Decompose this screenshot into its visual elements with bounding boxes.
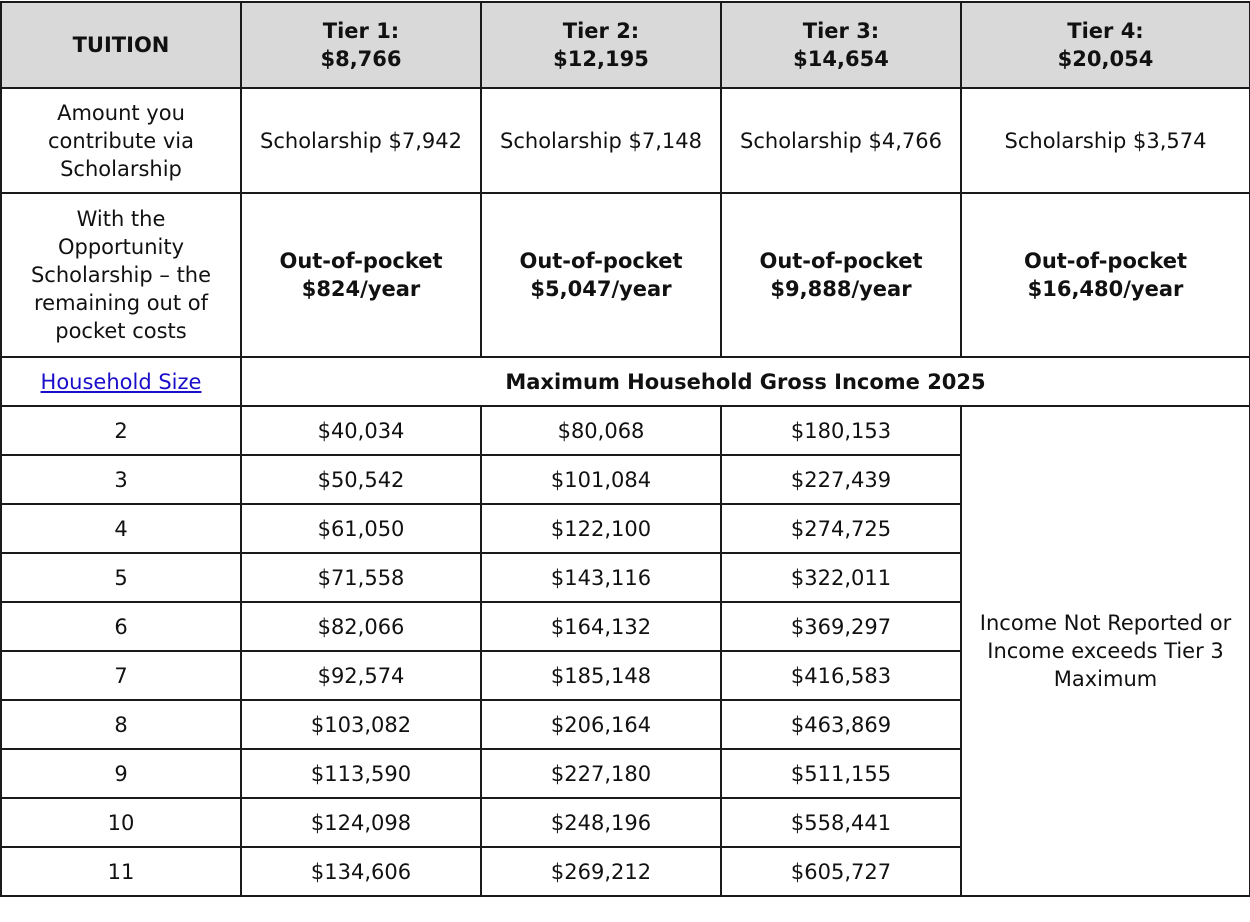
out-of-pocket-amount: $9,888/year bbox=[770, 277, 912, 301]
out-of-pocket-label: Out-of-pocket bbox=[759, 249, 923, 273]
out-of-pocket-label: Out-of-pocket bbox=[519, 249, 683, 273]
tier-3-max-income: $463,869 bbox=[721, 700, 961, 749]
household-size-header bbox=[1, 357, 241, 406]
tier-1-max-income: $103,082 bbox=[241, 700, 481, 749]
household-size-cell: 6 bbox=[1, 602, 241, 651]
tuition-table bbox=[0, 1, 1250, 897]
out-of-pocket-tier-4 bbox=[961, 193, 1250, 357]
tier-2-max-income: $248,196 bbox=[481, 798, 721, 847]
tier-4-header bbox=[961, 2, 1250, 88]
tier-3-max-income: $274,725 bbox=[721, 504, 961, 553]
tier-4-name: Tier 4: bbox=[1067, 19, 1144, 43]
tuition-header-cell: TUITION bbox=[1, 2, 241, 88]
tier-2-header bbox=[481, 2, 721, 88]
out-of-pocket-label: Out-of-pocket bbox=[279, 249, 443, 273]
tier-2-max-income: $206,164 bbox=[481, 700, 721, 749]
tier-2-max-income: $227,180 bbox=[481, 749, 721, 798]
tier-2-max-income: $269,212 bbox=[481, 847, 721, 896]
household-size-cell: 11 bbox=[1, 847, 241, 896]
tier-2-max-income: $164,132 bbox=[481, 602, 721, 651]
tier-1-max-income: $40,034 bbox=[241, 406, 481, 455]
tier-2-max-income: $143,116 bbox=[481, 553, 721, 602]
tier-3-max-income: $511,155 bbox=[721, 749, 961, 798]
tier-3-price: $14,654 bbox=[793, 47, 889, 71]
out-of-pocket-amount: $16,480/year bbox=[1027, 277, 1184, 301]
tier-3-name: Tier 3: bbox=[802, 19, 880, 43]
tier-3-max-income: $416,583 bbox=[721, 651, 961, 700]
out-of-pocket-tier-1 bbox=[241, 193, 481, 357]
contribution-tier-2: Scholarship $7,148 bbox=[481, 88, 721, 193]
household-size-cell: 2 bbox=[1, 406, 241, 455]
opportunity-row bbox=[1, 193, 1250, 357]
out-of-pocket-amount: $5,047/year bbox=[530, 277, 672, 301]
household-size-cell: 8 bbox=[1, 700, 241, 749]
household-size-cell: 5 bbox=[1, 553, 241, 602]
household-size-cell: 4 bbox=[1, 504, 241, 553]
tier-3-max-income: $322,011 bbox=[721, 553, 961, 602]
tier-3-max-income: $227,439 bbox=[721, 455, 961, 504]
tier-1-max-income: $113,590 bbox=[241, 749, 481, 798]
table-row bbox=[1, 406, 1250, 455]
tier-4-income-note: Income Not Reported or Income exceeds Tier 3 Maximum bbox=[961, 406, 1250, 896]
out-of-pocket-amount: $824/year bbox=[301, 277, 421, 301]
household-size-cell: 9 bbox=[1, 749, 241, 798]
household-size-cell: 10 bbox=[1, 798, 241, 847]
tier-3-max-income: $369,297 bbox=[721, 602, 961, 651]
max-income-title: Maximum Household Gross Income 2025 bbox=[241, 357, 1250, 406]
household-size-link[interactable]: Household Size bbox=[40, 369, 202, 394]
tier-2-price: $12,195 bbox=[553, 47, 649, 71]
tier-2-name: Tier 2: bbox=[562, 19, 640, 43]
tier-1-max-income: $124,098 bbox=[241, 798, 481, 847]
tier-3-max-income: $558,441 bbox=[721, 798, 961, 847]
contribution-tier-3: Scholarship $4,766 bbox=[721, 88, 961, 193]
tier-2-max-income: $122,100 bbox=[481, 504, 721, 553]
tier-1-max-income: $50,542 bbox=[241, 455, 481, 504]
tier-3-header bbox=[721, 2, 961, 88]
tier-1-max-income: $82,066 bbox=[241, 602, 481, 651]
tier-4-price: $20,054 bbox=[1057, 47, 1154, 71]
tier-1-header bbox=[241, 2, 481, 88]
out-of-pocket-tier-3 bbox=[721, 193, 961, 357]
tier-2-max-income: $101,084 bbox=[481, 455, 721, 504]
tier-2-max-income: $80,068 bbox=[481, 406, 721, 455]
tier-1-max-income: $92,574 bbox=[241, 651, 481, 700]
out-of-pocket-label: Out-of-pocket bbox=[1023, 249, 1188, 273]
tier-3-max-income: $605,727 bbox=[721, 847, 961, 896]
household-size-cell: 7 bbox=[1, 651, 241, 700]
tier-1-name: Tier 1: bbox=[322, 19, 400, 43]
tier-1-price: $8,766 bbox=[320, 47, 402, 71]
tier-1-max-income: $71,558 bbox=[241, 553, 481, 602]
tier-1-max-income: $61,050 bbox=[241, 504, 481, 553]
household-header-row bbox=[1, 357, 1250, 406]
tier-3-max-income: $180,153 bbox=[721, 406, 961, 455]
contribution-tier-4: Scholarship $3,574 bbox=[961, 88, 1250, 193]
tier-2-max-income: $185,148 bbox=[481, 651, 721, 700]
tier-header-row bbox=[1, 2, 1250, 88]
opportunity-label: With the Opportunity Scholarship – the remaining out of pocket costs bbox=[1, 193, 241, 357]
household-size-cell: 3 bbox=[1, 455, 241, 504]
contribution-tier-1: Scholarship $7,942 bbox=[241, 88, 481, 193]
out-of-pocket-tier-2 bbox=[481, 193, 721, 357]
contribution-row bbox=[1, 88, 1250, 193]
tier-1-max-income: $134,606 bbox=[241, 847, 481, 896]
contribution-label: Amount you contribute via Scholarship bbox=[1, 88, 241, 193]
income-rows bbox=[1, 406, 1250, 896]
